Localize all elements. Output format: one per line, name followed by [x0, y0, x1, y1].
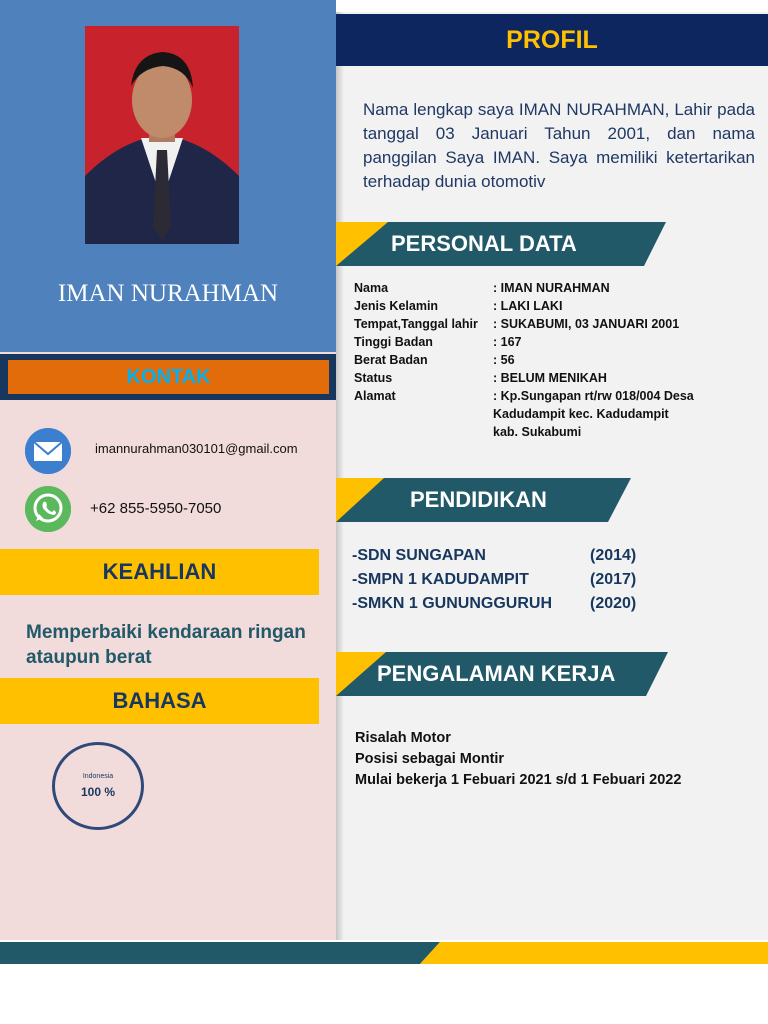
skills-heading: KEAHLIAN [0, 549, 319, 595]
skills-text: Memperbaiki kendaraan ringan ataupun berat [26, 622, 306, 668]
personal-row [354, 353, 754, 371]
row-label: Status [354, 371, 393, 385]
personal-row [354, 281, 754, 299]
school-name: -SMPN 1 KADUDAMPIT [352, 571, 529, 588]
profile-heading: PROFIL [336, 14, 768, 66]
education-item [352, 571, 652, 595]
personal-data-header [336, 222, 666, 266]
work-period: Mulai bekerja 1 Febuari 2021 s/d 1 Febuari 2022 [355, 772, 682, 788]
address-continuation [354, 425, 754, 443]
row-label: Alamat [354, 389, 396, 403]
row-value: : Kp.Sungapan rt/rw 018/004 Desa [493, 389, 694, 403]
work-experience-details [355, 728, 681, 791]
school-name: -SMKN 1 GUNUNGGURUH [352, 595, 552, 612]
row-value: : IMAN NURAHMAN [493, 281, 610, 295]
row-value: : 167 [493, 335, 522, 349]
row-label: Jenis Kelamin [354, 299, 439, 313]
company-name: Risalah Motor [355, 730, 451, 746]
language-level-circle [52, 742, 144, 830]
school-name: -SDN SUNGAPAN [352, 547, 486, 564]
row-value: : LAKI LAKI [493, 299, 563, 313]
graduation-year: (2014) [590, 547, 637, 564]
personal-row [354, 389, 754, 407]
full-name-title: IMAN NURAHMAN [57, 280, 279, 307]
row-label: Nama [354, 281, 389, 295]
footer-stripe [0, 940, 768, 966]
address-continuation [354, 407, 754, 425]
education-item [352, 547, 652, 571]
envelope-icon [25, 428, 71, 474]
education-header [336, 478, 636, 522]
personal-row [354, 335, 754, 353]
profile-text: Nama lengkap saya IMAN NURAHMAN, Lahir pada tanggal 03 Januari Tahun 2001, dan nama panggilan Saya IMAN. Saya memiliki ketertarikan terhadap dunia otomotiv [363, 100, 755, 191]
row-value: : 56 [493, 353, 515, 367]
personal-row [354, 299, 754, 317]
work-experience-heading: PENGALAMAN KERJA [377, 661, 616, 686]
personal-row [354, 317, 754, 335]
column-shadow [336, 12, 344, 940]
language-name: Indonesia [82, 773, 114, 780]
work-experience-header [336, 652, 668, 696]
contact-heading: KONTAK [8, 360, 329, 394]
job-position: Posisi sebagai Montir [355, 751, 505, 767]
language-level: 100 % [80, 785, 116, 799]
personal-data-heading: PERSONAL DATA [391, 231, 577, 256]
education-heading: PENDIDIKAN [410, 487, 547, 512]
personal-row [354, 371, 754, 389]
row-label: Berat Badan [354, 353, 428, 367]
address-line-2: Kadudampit kec. Kadudampit [493, 407, 669, 421]
education-list [352, 547, 652, 619]
email-address[interactable]: imannurahman030101@gmail.com [95, 441, 298, 456]
row-label: Tempat,Tanggal lahir [354, 317, 478, 331]
graduation-year: (2020) [590, 595, 637, 612]
personal-data-table [354, 281, 754, 443]
profile-photo [85, 26, 239, 244]
row-value: : SUKABUMI, 03 JANUARI 2001 [493, 317, 680, 331]
education-item [352, 595, 652, 619]
row-value: : BELUM MENIKAH [493, 371, 607, 385]
phone-number[interactable]: +62 855-5950-7050 [90, 500, 222, 517]
row-label: Tinggi Badan [354, 335, 433, 349]
whatsapp-icon [25, 486, 71, 532]
address-line-3: kab. Sukabumi [493, 425, 582, 439]
graduation-year: (2017) [590, 571, 637, 588]
language-heading: BAHASA [0, 678, 319, 724]
